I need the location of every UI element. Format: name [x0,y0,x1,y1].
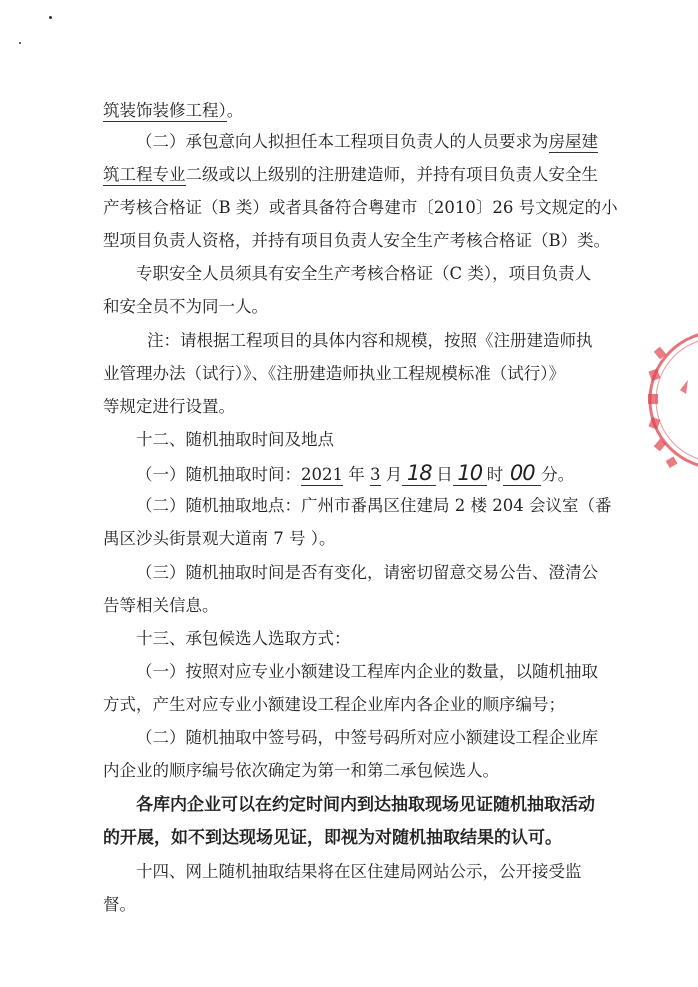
text-line [103,595,219,617]
text-span: 注：请根据工程项目的具体内容和规模，按照《注册建造师执 [147,331,593,350]
text-line [136,131,598,153]
text-span: 月 [380,465,403,484]
scan-speck [49,16,52,19]
text-span: 十二、随机抽取时间及地点 [136,430,334,449]
underlined-text: 3 [370,465,381,484]
text-span: 等规定进行设置。 [103,397,235,416]
red-seal-stamp [640,320,698,480]
underlined-text: 筑装饰装修工程） [103,101,227,120]
underlined-text: 筑工程专业 [103,165,186,184]
handwritten-value: 00 [503,462,541,486]
text-line [103,694,565,716]
text-line [147,330,593,352]
text-span: 各库内企业可以在约定时间内到达抽取现场见证随机抽取活动 [136,795,595,815]
text-span: 年 [343,465,370,484]
text-line [136,661,598,683]
text-span: 二级或以上级别的注册建造师，并持有项目负责人安全生 [185,165,598,184]
text-span: （一）按照对应专业小额建设工程库内企业的数量，以随机抽取 [136,662,598,681]
scan-speck [19,42,21,44]
text-line [136,462,574,486]
text-line [103,894,136,916]
text-line [103,363,565,385]
text-line [103,760,499,782]
text-span: （二）承包意向人拟担任本工程项目负责人的人员要求为 [136,132,549,151]
text-span: 和安全员不为同一人。 [103,297,268,316]
text-span: 内企业的顺序编号依次确定为第一和第二承包候选人。 [103,761,499,780]
text-span: 业管理办法（试行）》、《注册建造师执业工程规模标准（试行）》 [103,364,565,383]
underlined-text: 2021 [301,465,343,484]
text-line [103,230,610,252]
text-line [103,164,598,186]
text-line [136,794,595,816]
text-span: 的开展，如不到达现场见证，即视为对随机抽取结果的认可。 [103,828,562,848]
text-line [103,827,562,849]
text-span: （三）随机抽取时间是否有变化，请密切留意交易公告、澄清公 [136,563,598,582]
text-span: 型项目负责人资格，并持有项目负责人安全生产考核合格证（B）类。 [103,231,611,250]
text-line [136,861,582,883]
handwritten-value: 10 [453,462,487,486]
text-span: 。 [226,101,244,120]
text-span: 专职安全人员须具有安全生产考核合格证（C 类），项目负责人 [136,264,592,283]
handwritten-value: 18 [402,462,436,486]
text-line [103,100,243,122]
text-span: 产考核合格证（B 类）或者具备符合粤建市〔2010〕26 号文规定的小 [103,198,618,217]
text-line [136,429,334,451]
text-span: 日 [436,465,453,484]
text-span: 十四、网上随机抽取结果将在区住建局网站公示，公开接受监 [136,862,582,881]
text-span: 分。 [541,465,575,484]
text-span: 时 [486,465,504,484]
text-line [103,396,235,418]
text-span: 告等相关信息。 [103,596,219,615]
text-span: 禺区沙头街景观大道南 7 号 ）。 [103,529,336,548]
text-line [136,727,598,749]
underlined-text: 房屋建 [548,132,598,151]
text-span: （二）随机抽取中签号码，中签号码所对应小额建设工程企业库 [136,728,598,747]
text-line [136,562,598,584]
text-line [136,628,351,650]
text-span: 方式，产生对应专业小额建设工程企业库内各企业的顺序编号； [103,695,565,714]
text-span: （一）随机抽取时间： [136,465,301,484]
text-line [136,263,591,285]
text-line [103,296,268,318]
text-span: 十三、承包候选人选取方式： [136,629,351,648]
text-line [103,528,335,550]
text-span: （二）随机抽取地点：广州市番禺区住建局 2 楼 204 会议室（番 [136,496,612,515]
text-line [103,197,618,219]
text-line [136,495,611,517]
text-span: 督。 [103,895,136,914]
